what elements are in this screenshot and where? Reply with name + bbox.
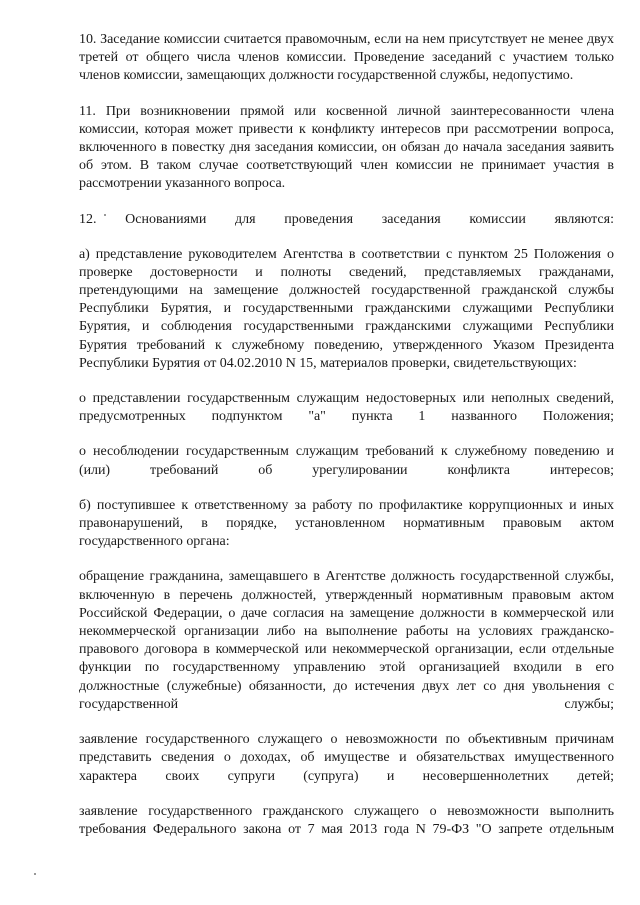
scan-speck (104, 214, 106, 216)
paragraph-10: 10. Заседание комиссии считается правомочным, если на нем присутствует не менее двух третей от общего числа членов комиссии. Проведение заседаний с участием только членов комиссии, замещающих должности государственной службы, недопустимо. (79, 32, 614, 84)
subparagraph-b-item-2: заявление государственного служащего о невозможности по объективным причинам представить сведения о доходах, об имуществе и обязательствах имущественного характера своих супруги (супруга) и несовершеннолетних детей; (79, 732, 614, 784)
paragraph-11: 11. При возникновении прямой или косвенной личной заинтересованности члена комиссии, которая может привести к конфликту интересов при рассмотрении вопроса, включенного в повестку дня заседания комиссии, он обязан до начала заседания заявить об этом. В таком случае соответствующий член комиссии не принимает участия в рассмотрении указанного вопроса. (79, 103, 614, 192)
subparagraph-a-item-2: о несоблюдении государственным служащим требований к служебному поведению и (или) требований об урегулировании конфликта интересов; (79, 444, 614, 478)
subparagraph-b-item-1: обращение гражданина, замещавшего в Агентстве должность государственной службы, включенную в перечень должностей, утвержденный нормативным правовым актом Российской Федерации, о даче согласия на замещение должности в коммерческой или некоммерческой организации либо на выполнение работы на условиях гражданско-правового договора в коммерческой или некоммерческой организации, если отдельные функции по государственному управлению этой организацией входили в его должностные (служебные) обязанности, до истечения двух лет со дня увольнения с государственной службы; (79, 569, 614, 712)
paragraph-12-word: проведения (284, 211, 354, 227)
paragraph-12 (79, 211, 614, 229)
subparagraph-b-item-3: заявление государственного гражданского служащего о невозможности выполнить требования Федерального закона от 7 мая 2013 года N 79-ФЗ "О запрете отдельным (79, 803, 614, 837)
scan-speck (34, 873, 36, 875)
paragraph-12-word: 12. (79, 211, 97, 227)
paragraph-12-word: являются: (554, 211, 614, 227)
subparagraph-a-item-1: о представлении государственным служащим недостоверных или неполных сведений, предусмотренных подпунктом "а" пункта 1 названного Положения; (79, 391, 614, 425)
paragraph-12-word: Основаниями (125, 211, 207, 227)
paragraph-12-word: для (235, 211, 256, 227)
subparagraph-a: а) представление руководителем Агентства в соответствии с пунктом 25 Положения о проверке достоверности и полноты сведений, представляемых гражданами, претендующими на замещение должностей государственной гражданской службы Республики Бурятия, и государственными гражданскими служащими Республики Бурятия, и соблюдения государственными гражданскими служащими Республики Бурятия требований к служебному поведению, утвержденного Указом Президента Республики Бурятия от 04.02.2010 N 15, материалов проверки, свидетельствующих: (79, 246, 614, 371)
paragraph-12-word: комиссии (469, 211, 526, 227)
subparagraph-b: б) поступившее к ответственному за работу по профилактике коррупционных и иных правонарушений, в порядке, установленном нормативным правовым актом государственного органа: (79, 497, 614, 550)
paragraph-12-word: заседания (381, 211, 441, 227)
